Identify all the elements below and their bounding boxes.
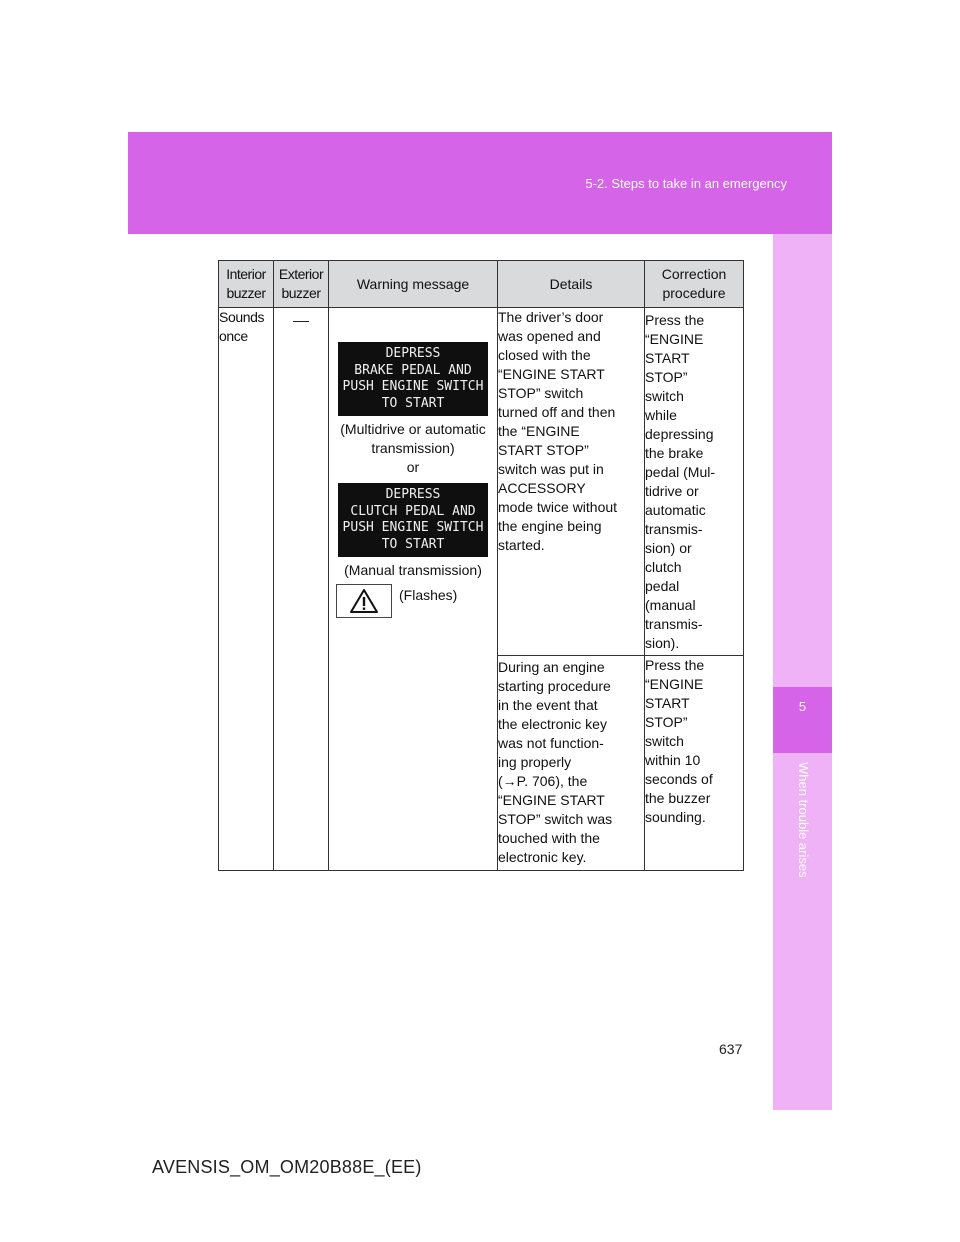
warning-message-cell [329, 308, 498, 871]
header-interior-buzzer: Interior buzzer [219, 261, 274, 308]
interior-buzzer-cell: Sounds once [219, 308, 274, 871]
display-message-brake: DEPRESS BRAKE PEDAL AND PUSH ENGINE SWITCH TO START [338, 342, 488, 416]
header-exterior-buzzer: Exterior buzzer [274, 261, 329, 308]
or-text: or [406, 459, 420, 475]
header-correction: Correction procedure [645, 261, 744, 308]
details-cell-2: During an engine starting procedure in the event that the electronic key was not function- ing properly (→P. 706), the “ENGINE START STOP” switch was touched with the electronic key. [498, 656, 645, 871]
page-number: 637 [719, 1041, 743, 1057]
side-tab-number: 5 [773, 687, 832, 753]
correction-cell-1: Press the “ENGINE START STOP” switch while depressing the brake pedal (Mul- tidrive or automatic transmis- sion) or clutch pedal (manual transmis- sion). [645, 308, 744, 656]
caption-multidrive: (Multidrive or automatic transmission) [340, 421, 486, 456]
flashes-label: (Flashes) [399, 587, 458, 603]
dash-mark [293, 321, 309, 322]
document-code: AVENSIS_OM_OM20B88E_(EE) [152, 1157, 422, 1177]
section-title: 5-2. Steps to take in an emergency [585, 176, 787, 191]
caption-manual: (Manual transmission) [344, 562, 482, 578]
table-row [219, 308, 744, 656]
details-cell-1: The driver’s door was opened and closed with the “ENGINE START STOP” switch turned off and then the “ENGINE START STOP” switch was put in ACCESSORY mode twice without the engine being started. [498, 308, 645, 656]
side-tab-label: When trouble arises [796, 762, 811, 878]
header-details: Details [498, 261, 645, 308]
side-tab [773, 234, 832, 1110]
flash-row [336, 584, 497, 618]
table-header-row [219, 261, 744, 308]
header-band [128, 132, 832, 234]
exterior-buzzer-cell [274, 308, 329, 871]
warning-table [218, 260, 744, 871]
display-message-clutch: DEPRESS CLUTCH PEDAL AND PUSH ENGINE SWITCH TO START [338, 483, 488, 557]
header-warning-message: Warning message [329, 261, 498, 308]
warning-triangle-icon [336, 584, 392, 618]
correction-cell-2: Press the “ENGINE START STOP” switch within 10 seconds of the buzzer sounding. [645, 656, 744, 871]
